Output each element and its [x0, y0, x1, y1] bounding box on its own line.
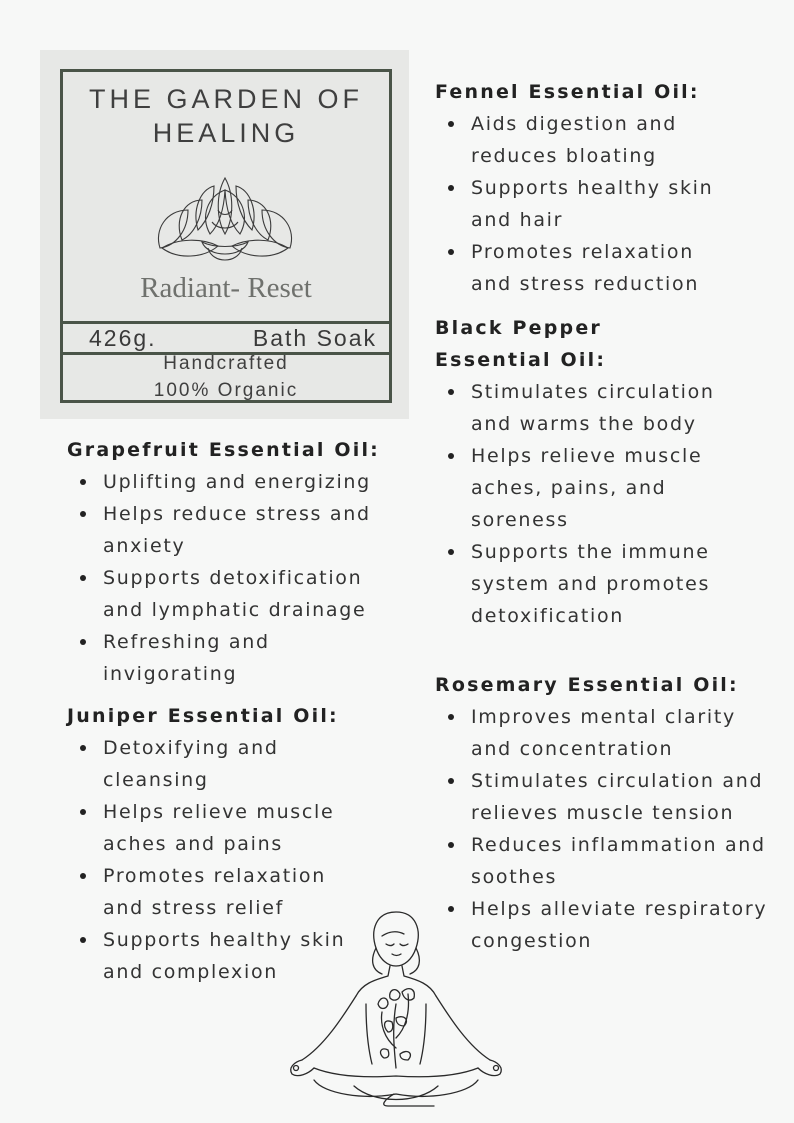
list-item: Detoxifying and cleansing: [67, 732, 367, 796]
list-item: Refreshing and invigorating: [67, 626, 407, 690]
product-label: [40, 50, 409, 419]
product-name: Radiant- Reset: [140, 272, 312, 304]
section-title: Black Pepper Essential Oil:: [435, 317, 607, 371]
list-item: Reduces inflammation and soothes: [435, 829, 775, 893]
list-item: Uplifting and energizing: [67, 466, 407, 498]
list-item: Stimulates circulation and warms the body: [435, 376, 725, 440]
section-fennel: [435, 76, 725, 300]
label-meta: [63, 350, 389, 404]
list-item: Aids digestion and reduces bloating: [435, 108, 725, 172]
label-frame: [60, 69, 392, 403]
list-item: Improves mental clarity and concentration: [435, 701, 775, 765]
organic-text: 100% Organic: [153, 380, 299, 401]
list-item: Supports healthy skin and hair: [435, 172, 725, 236]
brand-name: THE GARDEN OF HEALING: [88, 84, 363, 148]
section-title: Grapefruit Essential Oil:: [67, 439, 380, 461]
section-black-pepper: [435, 312, 725, 632]
list-item: Supports detoxification and lymphatic drainage: [67, 562, 407, 626]
list-item: Helps alleviate respiratory congestion: [435, 893, 775, 957]
meditation-figure-icon: [284, 908, 510, 1108]
section-title: Rosemary Essential Oil:: [435, 674, 739, 696]
list-item: Helps relieve muscle aches and pains: [67, 796, 367, 860]
lotus-icon: [148, 160, 303, 270]
net-weight: 426g.: [89, 325, 157, 351]
section-title: Juniper Essential Oil:: [67, 705, 339, 727]
list-item: Stimulates circulation and relieves muscle tension: [435, 765, 775, 829]
section-grapefruit: [67, 434, 407, 690]
list-item: Promotes relaxation and stress relief: [67, 860, 367, 924]
list-item: Supports the immune system and promotes detoxification: [435, 536, 725, 632]
list-item: Promotes relaxation and stress reduction: [435, 236, 725, 300]
handcrafted-text: Handcrafted: [163, 353, 289, 374]
list-item: Helps reduce stress and anxiety: [67, 498, 407, 562]
section-title: Fennel Essential Oil:: [435, 81, 700, 103]
list-item: Supports healthy skin and complexion: [67, 924, 367, 988]
list-item: Helps relieve muscle aches, pains, and soreness: [435, 440, 725, 536]
product-type: Bath Soak: [252, 325, 377, 351]
